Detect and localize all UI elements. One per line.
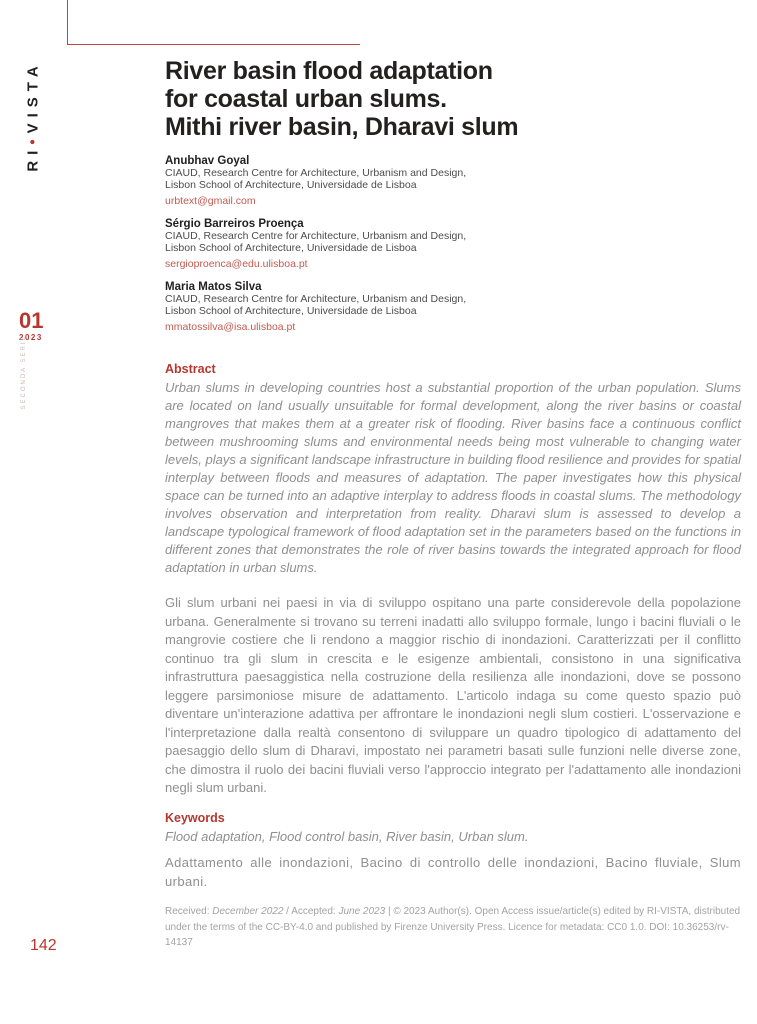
accepted-label: / Accepted: bbox=[283, 906, 339, 917]
abstract-text-english: Urban slums in developing countries host a substantial proportion of the urban population. Slums are located on land usually unsuitable for formal development, along the river basins or coastal mangroves that makes them at a greater risk of flooding. River basins face a continuous conflict between mushrooming slums and environmental needs being most vulnerable to changing water levels, plays a significant landscape infrastructure in building flood resilience and provides for spatial interplay between floods and measures of adaptation. The paper investigates how this physical space can be turned into an adaptive interplay to address floods in coastal slums. The methodology involves observation and interpretation from reality. Dharavi slum is assessed to develop a landscape typological framework of flood adaptation set in the parameters based on the functions in different zones that demonstrates the role of river basins towards the integrated approach for flood adaptation in urban slums. bbox=[165, 380, 741, 575]
article-title-line-1: River basin flood adaptation bbox=[165, 57, 493, 85]
abstract-heading: Abstract bbox=[165, 362, 216, 376]
author-affiliation-line: CIAUD, Research Centre for Architecture, Urbanism and Design, bbox=[165, 293, 467, 305]
abstract-text-italian: Gli slum urbani nei paesi in via di sviluppo ospitano una parte considerevole della popolazione urbana. Generalmente si trovano su terreni inadatti allo sviluppo formale, lungo i bacini fluviali o le mangrovie costiere che li rendono a maggior rischio di inondazioni. Caratterizzati per il conflitto continuo tra gli slum in crescita e le esigenze ambientali, consistono in una significativa infrastruttura paesaggistica nella costruzione della resilienza alle inondazioni, dove se possono leggere parsimoniose misure de adattamento. L'articolo indaga su come questo spazio può diventare un'interazione adattiva per affrontare le inondazioni negli slum costieri. L'osservazione e l'interpretazione dalla realtà consentono di sviluppare un quadro tipologico di adattamento del paesaggio dello slum di Dharavi, impostato nei parametri basati sulle funzioni nelle diverse zone, che dimostra il ruolo dei bacini fluviali verso l'approccio integrato per l'adattamento alle inondazioni negli slum urbani. bbox=[165, 595, 741, 795]
author-block bbox=[165, 155, 741, 209]
author-email-link[interactable]: sergioproenca@edu.ulisboa.pt bbox=[165, 258, 308, 270]
keywords-english: Flood adaptation, Flood control basin, River basin, Urban slum. bbox=[165, 828, 529, 844]
author-affiliation-line: CIAUD, Research Centre for Architecture, Urbanism and Design, bbox=[165, 167, 467, 179]
accepted-date: June 2023 bbox=[338, 906, 386, 917]
journal-name-vista: VISTA bbox=[24, 60, 42, 134]
author-email-link[interactable]: mmatossilva@isa.ulisboa.pt bbox=[165, 321, 296, 333]
author-email-link[interactable]: urbtext@gmail.com bbox=[165, 195, 256, 207]
author-name: Anubhav Goyal bbox=[165, 155, 250, 167]
keywords-italian: Adattamento alle inondazioni, Bacino di controllo delle inondazioni, Bacino fluviale, Slum urbani. bbox=[165, 854, 741, 889]
series-label-vertical: SECONDA SERIE bbox=[21, 334, 27, 410]
article-title-line-3: Mithi river basin, Dharavi slum bbox=[165, 113, 519, 141]
article-title bbox=[165, 57, 741, 141]
author-name: Maria Matos Silva bbox=[165, 281, 262, 293]
received-label: Received: bbox=[165, 906, 213, 917]
license-text: | © 2023 Author(s). Open Access issue/article(s) edited by RI-VISTA, distributed under the terms of the CC-BY-4.0 and published by Firenze University Press. Licence for metadata: CC0 1.0. DOI: 10.36253/rv-14137 bbox=[165, 906, 741, 948]
article-column bbox=[165, 0, 741, 891]
author-block bbox=[165, 281, 741, 335]
red-corner-line-vertical bbox=[67, 0, 68, 45]
article-title-line-2: for coastal urban slums. bbox=[165, 85, 447, 113]
keywords-heading: Keywords bbox=[165, 810, 225, 825]
page-number: 142 bbox=[30, 937, 57, 954]
author-affiliation-line: Lisbon School of Architecture, Universidade de Lisboa bbox=[165, 178, 417, 191]
issue-year: 2023 bbox=[19, 333, 43, 342]
journal-name-ri: RI bbox=[24, 144, 42, 172]
issue-number: 01 bbox=[19, 308, 44, 333]
author-name: Sérgio Barreiros Proença bbox=[165, 218, 304, 230]
author-list bbox=[165, 155, 741, 335]
journal-dot-icon: • bbox=[24, 133, 42, 145]
author-affiliation-line: CIAUD, Research Centre for Architecture, Urbanism and Design, bbox=[165, 230, 467, 242]
journal-masthead-vertical bbox=[25, 60, 42, 171]
author-affiliation-line: Lisbon School of Architecture, Universidade de Lisboa bbox=[165, 304, 417, 317]
author-affiliation-line: Lisbon School of Architecture, Universidade de Lisboa bbox=[165, 241, 417, 254]
license-footer bbox=[165, 904, 743, 951]
received-date: December 2022 bbox=[212, 906, 284, 917]
author-block bbox=[165, 218, 741, 272]
